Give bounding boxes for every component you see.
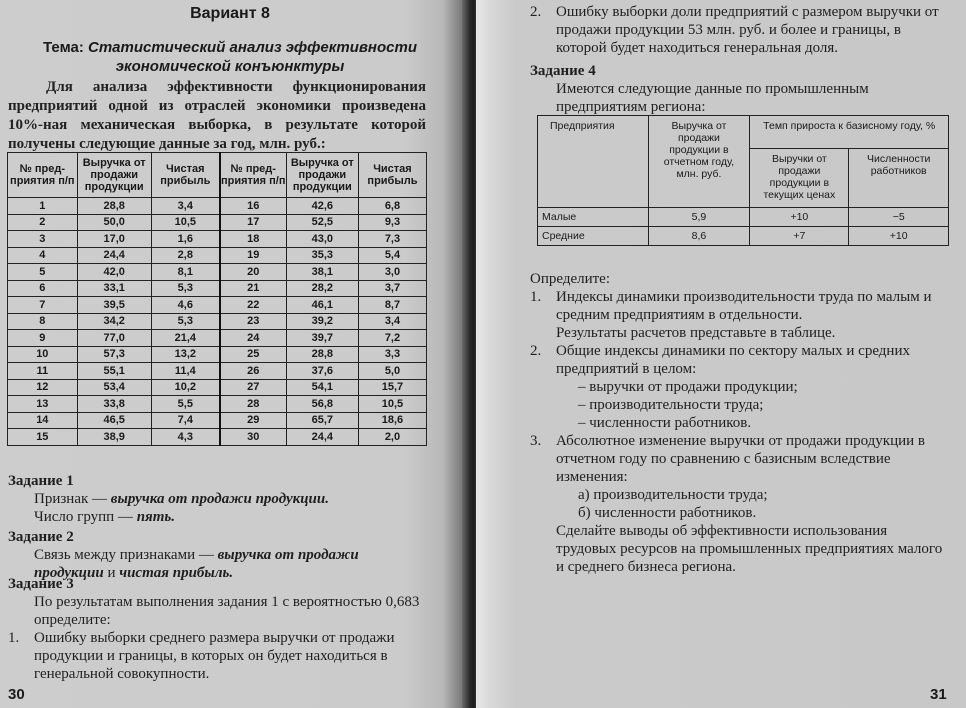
table-row bbox=[8, 214, 427, 231]
table-cell: 10,5 bbox=[151, 214, 220, 231]
table-cell: 12 bbox=[8, 379, 78, 396]
table-cell: 57,3 bbox=[77, 346, 151, 363]
table-cell: 13 bbox=[8, 396, 78, 413]
table-cell: 39,7 bbox=[286, 330, 358, 347]
table-row bbox=[8, 231, 427, 248]
table-cell: 7,2 bbox=[358, 330, 426, 347]
intro-paragraph bbox=[8, 78, 426, 154]
table-cell: 4 bbox=[8, 247, 78, 264]
table-row bbox=[8, 297, 427, 314]
table-cell: 28,8 bbox=[77, 198, 151, 215]
table-row bbox=[538, 208, 949, 227]
table-cell: 9,3 bbox=[358, 214, 426, 231]
col-header-profit: Чистая прибыль bbox=[151, 153, 220, 198]
table-cell: 33,8 bbox=[77, 396, 151, 413]
table-cell: 2,8 bbox=[151, 247, 220, 264]
task4-intro: Имеются следующие данные по промышленным предприятиям региона: bbox=[556, 81, 869, 115]
question-2-bullet: – численности работников. bbox=[578, 415, 752, 431]
col-header-revenue: Выручка от продажи продукции bbox=[77, 153, 151, 198]
task4-questions bbox=[530, 270, 950, 576]
table-row bbox=[538, 227, 949, 246]
table-cell: 24,4 bbox=[77, 247, 151, 264]
table-cell: 18 bbox=[220, 231, 286, 248]
task1-line1 bbox=[8, 490, 428, 508]
table-cell: 38,1 bbox=[286, 264, 358, 281]
table-cell: 3,7 bbox=[358, 280, 426, 297]
table-cell: 14 bbox=[8, 412, 78, 429]
task2-emph1: выручка от продажи продукции bbox=[34, 547, 359, 581]
question-2 bbox=[530, 342, 950, 432]
table-cell: 25 bbox=[220, 346, 286, 363]
table-cell: 3,4 bbox=[358, 313, 426, 330]
table-cell: 2,0 bbox=[358, 429, 426, 446]
task2-block bbox=[8, 528, 428, 582]
table-cell: 5 bbox=[8, 264, 78, 281]
col-header-revenue-2: Выручка от продажи продукции bbox=[286, 153, 358, 198]
table-cell: 52,5 bbox=[286, 214, 358, 231]
col-header-enterprises: Предприятия bbox=[538, 116, 649, 208]
table-cell: 4,6 bbox=[151, 297, 220, 314]
table-cell: 54,1 bbox=[286, 379, 358, 396]
row-small-growth-revenue: +10 bbox=[750, 208, 849, 227]
table-cell: 21,4 bbox=[151, 330, 220, 347]
col-header-number-2: № пред-приятия п/п bbox=[220, 153, 286, 198]
table-cell: 3 bbox=[8, 231, 78, 248]
question-3-bullet: б) численности работников. bbox=[578, 505, 757, 521]
table-cell: 2 bbox=[8, 214, 78, 231]
page-number-right: 31 bbox=[930, 686, 947, 703]
col-header-growth-revenue: Выручки от продажи продукции в текущих ценах bbox=[750, 149, 849, 208]
table-row bbox=[8, 280, 427, 297]
table-cell: 33,1 bbox=[77, 280, 151, 297]
table-cell: 10,5 bbox=[358, 396, 426, 413]
task2-prefix: Связь между признаками — bbox=[34, 547, 218, 563]
question-2-number: 2. bbox=[530, 343, 542, 359]
table-cell: 16 bbox=[220, 198, 286, 215]
table-row bbox=[8, 412, 427, 429]
table-cell: 55,1 bbox=[77, 363, 151, 380]
task1-block bbox=[8, 472, 428, 526]
task2-mid: и bbox=[103, 565, 120, 581]
table-row bbox=[8, 264, 427, 281]
row-small-name: Малые bbox=[538, 208, 649, 227]
task3-intro: По результатам выполнения задания 1 с вероятностью 0,683 определите: bbox=[34, 594, 420, 628]
table-cell: 27 bbox=[220, 379, 286, 396]
task2-heading: Задание 2 bbox=[8, 529, 74, 545]
table-cell: 3,3 bbox=[358, 346, 426, 363]
table-cell: 9 bbox=[8, 330, 78, 347]
table-cell: 37,6 bbox=[286, 363, 358, 380]
topic-heading bbox=[0, 38, 460, 76]
table-cell: 15,7 bbox=[358, 379, 426, 396]
table-cell: 34,2 bbox=[77, 313, 151, 330]
task3-item2-text: Ошибку выборки доли предприятий с размером выручки от продажи продукции 53 млн. руб. и более и границы, в которой будет находиться генеральная доля. bbox=[556, 4, 939, 56]
table-cell: 29 bbox=[220, 412, 286, 429]
table-row bbox=[8, 379, 427, 396]
table-cell: 28,2 bbox=[286, 280, 358, 297]
table-cell: 18,6 bbox=[358, 412, 426, 429]
task1-line2-prefix: Число групп — bbox=[34, 509, 137, 525]
question-1-number: 1. bbox=[530, 289, 542, 305]
table-cell: 1,6 bbox=[151, 231, 220, 248]
col-header-number: № пред-приятия п/п bbox=[8, 153, 78, 198]
table-cell: 53,4 bbox=[77, 379, 151, 396]
col-header-growth-staff: Численности работников bbox=[849, 149, 949, 208]
conclusion-text: Сделайте выводы об эффективности использования трудовых ресурсов на промышленных предприятиях малого и среднего бизнеса региона. bbox=[556, 523, 943, 575]
question-2-bullet: – выручки от продажи продукции; bbox=[578, 379, 798, 395]
table-cell: 50,0 bbox=[77, 214, 151, 231]
table-cell: 11 bbox=[8, 363, 78, 380]
table-cell: 4,3 bbox=[151, 429, 220, 446]
table-cell: 7,4 bbox=[151, 412, 220, 429]
task3-heading: Задание 3 bbox=[8, 576, 74, 592]
table-cell: 65,7 bbox=[286, 412, 358, 429]
table-cell: 56,8 bbox=[286, 396, 358, 413]
task1-line2 bbox=[8, 508, 428, 526]
intro-text: Для анализа эффективности функционирования предприятий одной из отраслей экономики произведена 10%-ная механическая выборка, в результате которой получены следующие данные за год, млн. руб.: bbox=[8, 79, 426, 152]
table-cell: 5,3 bbox=[151, 280, 220, 297]
table-cell: 5,0 bbox=[358, 363, 426, 380]
table-cell: 13,2 bbox=[151, 346, 220, 363]
task1-line1-emph: выручка от продажи продукции. bbox=[110, 491, 329, 507]
task3-block bbox=[8, 575, 428, 683]
row-medium-name: Средние bbox=[538, 227, 649, 246]
table-cell: 7 bbox=[8, 297, 78, 314]
col-header-growth-rate: Темп прироста к базисному году, % bbox=[750, 116, 949, 149]
table-row bbox=[8, 346, 427, 363]
table-cell: 10 bbox=[8, 346, 78, 363]
question-2-text: Общие индексы динамики по сектору малых и средних предприятий в целом: bbox=[556, 343, 910, 377]
topic-label: Тема: bbox=[43, 39, 84, 56]
row-medium-growth-revenue: +7 bbox=[750, 227, 849, 246]
table-row bbox=[8, 247, 427, 264]
enterprise-data-table bbox=[7, 152, 427, 446]
question-3-bullet: а) производительности труда; bbox=[578, 487, 768, 503]
row-small-growth-staff: −5 bbox=[849, 208, 949, 227]
task4-heading: Задание 4 bbox=[530, 63, 596, 79]
table-cell: 39,2 bbox=[286, 313, 358, 330]
table-cell: 26 bbox=[220, 363, 286, 380]
question-3-text: Абсолютное изменение выручки от продажи продукции в отчетном году по сравнению с базисным вследствие изменения: bbox=[556, 433, 926, 485]
question-3 bbox=[530, 432, 950, 522]
table-cell: 11,4 bbox=[151, 363, 220, 380]
task1-line1-prefix: Признак — bbox=[34, 491, 111, 507]
task3-item1 bbox=[8, 629, 428, 683]
table-row bbox=[8, 363, 427, 380]
table-cell: 39,5 bbox=[77, 297, 151, 314]
question-1-sub: Результаты расчетов представьте в таблице. bbox=[556, 325, 836, 341]
question-1 bbox=[530, 288, 950, 342]
table-cell: 7,3 bbox=[358, 231, 426, 248]
table-cell: 35,3 bbox=[286, 247, 358, 264]
task1-heading: Задание 1 bbox=[8, 473, 74, 489]
table-cell: 38,9 bbox=[77, 429, 151, 446]
table-row bbox=[8, 198, 427, 215]
regional-enterprises-table bbox=[537, 115, 949, 246]
row-medium-revenue: 8,6 bbox=[648, 227, 750, 246]
table-cell: 10,2 bbox=[151, 379, 220, 396]
task4-block bbox=[530, 62, 950, 116]
table-cell: 28 bbox=[220, 396, 286, 413]
table-cell: 5,4 bbox=[358, 247, 426, 264]
row-medium-growth-staff: +10 bbox=[849, 227, 949, 246]
col-header-revenue-report-year: Выручка от продажи продукции в отчетном году, млн. руб. bbox=[648, 116, 750, 208]
table-cell: 8,1 bbox=[151, 264, 220, 281]
table-cell: 46,1 bbox=[286, 297, 358, 314]
table-cell: 17 bbox=[220, 214, 286, 231]
table-cell: 23 bbox=[220, 313, 286, 330]
table-cell: 8 bbox=[8, 313, 78, 330]
table-cell: 6,8 bbox=[358, 198, 426, 215]
determine-label: Определите: bbox=[530, 271, 611, 287]
topic-text-line2: экономической конъюнктуры bbox=[115, 58, 345, 75]
table-cell: 5,3 bbox=[151, 313, 220, 330]
table-cell: 24 bbox=[220, 330, 286, 347]
left-page bbox=[0, 0, 476, 708]
table-cell: 6 bbox=[8, 280, 78, 297]
table-row bbox=[8, 396, 427, 413]
task1-line2-emph: пять. bbox=[136, 509, 176, 525]
table-row bbox=[8, 330, 427, 347]
table-cell: 42,6 bbox=[286, 198, 358, 215]
table-cell: 1 bbox=[8, 198, 78, 215]
table-cell: 5,5 bbox=[151, 396, 220, 413]
table-cell: 3,4 bbox=[151, 198, 220, 215]
task2-emph2: чистая прибыль. bbox=[119, 565, 234, 581]
row-small-revenue: 5,9 bbox=[648, 208, 750, 227]
col-header-profit-2: Чистая прибыль bbox=[358, 153, 426, 198]
table-cell: 43,0 bbox=[286, 231, 358, 248]
table-header-row bbox=[8, 153, 427, 198]
table-cell: 22 bbox=[220, 297, 286, 314]
table-row bbox=[8, 313, 427, 330]
table-cell: 30 bbox=[220, 429, 286, 446]
question-2-bullet: – производительности труда; bbox=[578, 397, 764, 413]
question-3-number: 3. bbox=[530, 433, 542, 449]
table-cell: 46,5 bbox=[77, 412, 151, 429]
question-1-text: Индексы динамики производительности труда по малым и средним предприятиям в отдельности. bbox=[556, 289, 932, 323]
table-cell: 77,0 bbox=[77, 330, 151, 347]
page-number-left: 30 bbox=[8, 686, 25, 703]
table-cell: 17,0 bbox=[77, 231, 151, 248]
table-cell: 24,4 bbox=[286, 429, 358, 446]
topic-text-line1: Статистический анализ эффективности bbox=[87, 39, 417, 56]
task3-item2 bbox=[530, 3, 950, 57]
table-cell: 19 bbox=[220, 247, 286, 264]
table-row bbox=[8, 429, 427, 446]
task3-item1-text: Ошибку выборки среднего размера выручки от продажи продукции и границы, в которых он будет находиться в генеральной совокупности. bbox=[34, 630, 395, 682]
table-cell: 21 bbox=[220, 280, 286, 297]
variant-title: Вариант 8 bbox=[190, 5, 270, 22]
table-cell: 8,7 bbox=[358, 297, 426, 314]
table-cell: 28,8 bbox=[286, 346, 358, 363]
table-cell: 3,0 bbox=[358, 264, 426, 281]
table-cell: 20 bbox=[220, 264, 286, 281]
table-cell: 42,0 bbox=[77, 264, 151, 281]
task3-item1-number: 1. bbox=[8, 630, 20, 646]
task3-item2-number: 2. bbox=[530, 4, 542, 20]
table-cell: 15 bbox=[8, 429, 78, 446]
